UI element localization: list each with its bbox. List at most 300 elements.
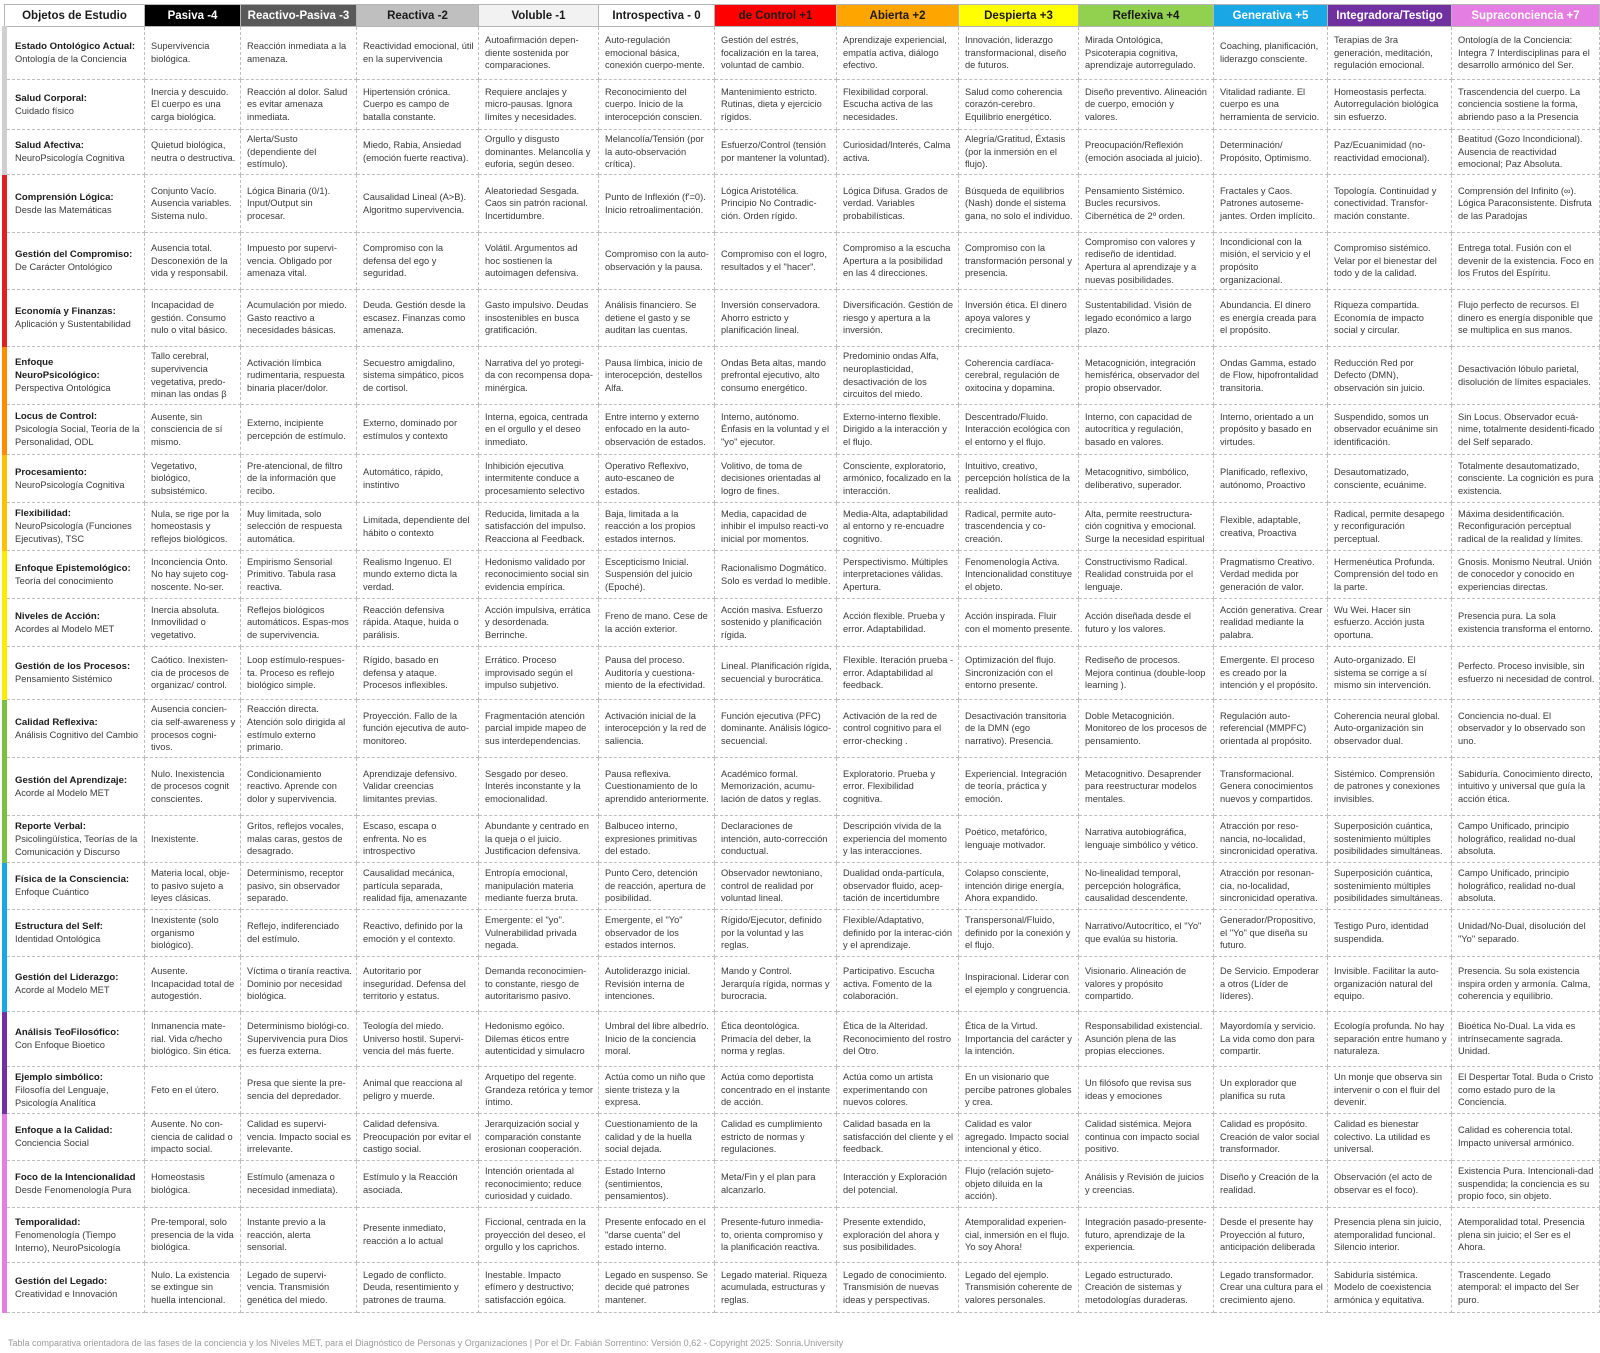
table-cell: Orgullo y disgusto dominantes. Melancolía y euforia, según deseo. [479,130,599,175]
table-cell: Narrativo/Autocrítico, el "Yo" que evalúa su historia. [1079,910,1214,957]
table-cell: Alerta/Susto (dependiente del estímulo). [241,130,357,175]
table-cell: Radical, permite auto-trascendencia y co-creación. [959,503,1079,551]
table-cell: Vegetativo, biológico, subsistémico. [145,455,241,503]
table-cell: Reducción Red por Defecto (DMN), observación sin juicio. [1328,347,1452,405]
table-cell: Ética de la Alteridad. Reconocimiento del rostro del Otro. [837,1012,959,1067]
column-header: Supraconciencia +7 [1452,5,1600,27]
table-cell: Un monje que observa sin intervenir o con el fluir del devenir. [1328,1067,1452,1114]
table-cell: Atemporalidad experien-cial, inmersión en el flujo. Yo soy Ahora! [959,1208,1079,1263]
table-cell: Loop estímulo-respues-ta. Proceso es reflejo biológico simple. [241,647,357,700]
table-cell: Análisis y Revisión de juicios y creencias. [1079,1161,1214,1208]
row-title: Gestión del Liderazgo: [15,972,119,984]
table-cell: Innovación, liderazgo transformacional, diseño de futuros. [959,27,1079,80]
table-cell: Ética de la Virtud. Importancia del carácter y la intención. [959,1012,1079,1067]
table-row [5,233,1600,290]
table-cell: Atracción por resonan-cia, no-localidad, sincronicidad operativa. [1214,863,1328,910]
table-cell: Tallo cerebral, supervivencia vegetativa, predo-minan las ondas β [145,347,241,405]
table-cell: Volátil. Argumentos ad hoc sostienen la autoimagen defensiva. [479,233,599,290]
table-cell: Mando y Control. Jerarquía rígida, normas y burocracia. [715,957,837,1012]
table-cell: Escepticismo Inicial. Suspensión del juicio (Epoché). [599,551,715,599]
table-cell: Abundante y centrado en la queja o el juicio. Justificacion defensiva. [479,816,599,863]
table-cell: Visionario. Alineación de valores y propósito compartido. [1079,957,1214,1012]
table-cell: Terapias de 3ra generación, meditación, regulación emocional. [1328,27,1452,80]
table-cell: Mayordomía y servicio. La vida como don para compartir. [1214,1012,1328,1067]
table-cell: Reactividad emocional, útil en la supervivencia [357,27,479,80]
table-cell: Media-Alta, adaptabilidad al entorno y re-encuadre cognitivo. [837,503,959,551]
table-cell: Lógica Binaria (0/1). Input/Output sin procesar. [241,175,357,233]
column-header: Objetos de Estudio [5,5,145,27]
table-cell: Desactivación lóbulo parietal, disolución de límites espaciales. [1452,347,1600,405]
table-cell: Proyección. Fallo de la función ejecutiva de auto-monitoreo. [357,700,479,758]
table-cell: Actúa como deportista concentrado en el instante de acción. [715,1067,837,1114]
table-cell: Lógica Aristotélica. Principio No Contradic-ción. Orden rígido. [715,175,837,233]
table-cell: Calidad es bienestar colectivo. La utilidad es universal. [1328,1114,1452,1161]
table-cell: Flexible, adaptable, creativa, Proactiva [1214,503,1328,551]
table-cell: Inexistente (solo organismo biológico). [145,910,241,957]
table-cell: Esfuerzo/Control (tensión por mantener la voluntad). [715,130,837,175]
table-cell: Descripción vívida de la experiencia del momento y las interacciones. [837,816,959,863]
table-cell: Radical, permite desapego y reconfiguración perceptual. [1328,503,1452,551]
row-heading [5,957,145,1012]
table-cell: Reactivo, definido por la emoción y el contexto. [357,910,479,957]
table-cell: Diversificación. Gestión de riesgo y apertura a la inversión. [837,290,959,347]
table-cell: Gasto impulsivo. Deudas insostenibles en busca gratificación. [479,290,599,347]
row-subtitle: Teoría del conocimiento [15,575,114,586]
table-cell: Compromiso con valores y rediseño de identidad. Apertura al aprendizaje y a nuevas posibilidades. [1079,233,1214,290]
table-cell: Determinismo, receptor pasivo, sin observador separado. [241,863,357,910]
table-cell: Incapacidad de gestión. Consumo nulo o vital básico. [145,290,241,347]
column-header: Introspectiva - 0 [599,5,715,27]
row-heading [5,1263,145,1313]
table-cell: Un explorador que planifica su ruta [1214,1067,1328,1114]
row-title: Calidad Reflexiva: [15,716,98,728]
table-cell: Presencia pura. La sola existencia transforma el entorno. [1452,599,1600,647]
table-cell: Acción diseñada desde el futuro y los valores. [1079,599,1214,647]
table-row [5,599,1600,647]
table-cell: Operativo Reflexivo, auto-escaneo de estados. [599,455,715,503]
table-cell: Homeostasis biológica. [145,1161,241,1208]
table-cell: Totalmente desautomatizado, consciente. La cognición es pura existencia. [1452,455,1600,503]
table-cell: Coaching, planificación, liderazgo consciente. [1214,27,1328,80]
table-cell: Topología. Continuidad y conectividad. Transfor-mación constante. [1328,175,1452,233]
column-header: Despierta +3 [959,5,1079,27]
table-cell: Observador newtoniano, control de realidad por voluntad lineal. [715,863,837,910]
table-cell: Sabiduría sistémica. Modelo de coexistencia armónica y equitativa. [1328,1263,1452,1313]
table-cell: Regulación auto-referencial (MMPFC) orientada al propósito. [1214,700,1328,758]
table-cell: Un filósofo que revisa sus ideas y emociones [1079,1067,1214,1114]
table-cell: Reacción al dolor. Salud es evitar amenaza inmediata. [241,80,357,130]
row-heading [5,863,145,910]
table-cell: Unidad/No-Dual, disolución del "Yo" separado. [1452,910,1600,957]
row-subtitle: Cuidado físico [15,105,74,116]
row-heading [5,551,145,599]
table-cell: Alegría/Gratitud, Éxtasis (por la inmersión en el flujo). [959,130,1079,175]
row-subtitle: De Carácter Ontológico [15,262,113,273]
table-cell: Función ejecutiva (PFC) dominante. Análisis lógico-secuencial. [715,700,837,758]
table-cell: Gnosis. Monismo Neutral. Unión de conocedor y conocido en experiencias directas. [1452,551,1600,599]
table-cell: Volitivo, de toma de decisiones orientadas al logro de fines. [715,455,837,503]
row-subtitle: Psicología Social, Teoría de la Personalidad, ODL [15,424,140,448]
table-cell: Inversión conservadora. Ahorro estricto y planificación lineal. [715,290,837,347]
table-cell: Calidad es valor agregado. Impacto social intencional y ético. [959,1114,1079,1161]
table-cell: Trascendencia del cuerpo. La conciencia sostiene la forma, abriendo paso a la Presencia [1452,80,1600,130]
table-cell: Legado en suspenso. Se decide qué patrones mantener. [599,1263,715,1313]
table-row [5,347,1600,405]
table-cell: Estímulo y la Reacción asociada. [357,1161,479,1208]
table-cell: Activación límbica rudimentaria, respuesta binaria placer/dolor. [241,347,357,405]
table-cell: Descentrado/Fluido. Interacción ecológica con el entorno y el flujo. [959,405,1079,455]
table-cell: Salud como coherencia corazón-cerebro. Equilibrio energético. [959,80,1079,130]
table-row [5,1012,1600,1067]
table-cell: Media, capacidad de inhibir el impulso reacti-vo inicial por momentos. [715,503,837,551]
table-cell: Pausa límbica, inicio de interocepción, destellos Alfa. [599,347,715,405]
row-subtitle: Filosofía del Lenguaje, Psicología Analítica [15,1084,109,1108]
table-cell: Presencia plena sin juicio, atemporalidad funcional. Silencio interior. [1328,1208,1452,1263]
table-cell: Externo, dominado por estímulos y contexto [357,405,479,455]
table-cell: Auto-organizado. El sistema se corrige a sí mismo sin intervención. [1328,647,1452,700]
column-header: Reactiva -2 [357,5,479,27]
table-cell: Presente inmediato, reacción a lo actual [357,1208,479,1263]
table-cell: Inhibición ejecutiva intermitente conduce a procesamiento selectivo [479,455,599,503]
table-cell: Pre-atencional, de filtro de la información que recibo. [241,455,357,503]
table-cell: Desde el presente hay Proyección al futuro, anticipación deliberada [1214,1208,1328,1263]
table-cell: Inercia y descuido. El cuerpo es una carga biológica. [145,80,241,130]
table-cell: Emergente, el "Yo" observador de los estados internos. [599,910,715,957]
table-cell: Ondas Beta altas, mando prefrontal ejecutivo, alto consumo energético. [715,347,837,405]
table-cell: Flujo (relación sujeto-objeto diluida en la acción). [959,1161,1079,1208]
table-cell: Miedo, Rabia, Ansiedad (emoción fuerte reactiva). [357,130,479,175]
row-title: Análisis TeoFilosófico: [15,1027,120,1039]
row-title: Niveles de Acción: [15,610,100,622]
table-row [5,80,1600,130]
table-cell: Paz/Ecuanimidad (no-reactividad emocional). [1328,130,1452,175]
row-heading [5,758,145,816]
table-cell: Diseño preventivo. Alineación de cuerpo, emoción y valores. [1079,80,1214,130]
table-cell: Bioética No-Dual. La vida es intrínsecamente sagrada. Unidad. [1452,1012,1600,1067]
table-cell: Flexible/Adaptativo, definido por la interac-ción y el aprendizaje. [837,910,959,957]
row-heading [5,1161,145,1208]
table-cell: Legado de conocimiento. Transmisión de nuevas ideas y perspectivas. [837,1263,959,1313]
table-cell: Constructivismo Radical. Realidad construida por el lenguaje. [1079,551,1214,599]
table-cell: Intención orientada al reconocimiento; reduce curiosidad y cuidado. [479,1161,599,1208]
table-cell: Desautomatizado, consciente, ecuánime. [1328,455,1452,503]
table-cell: Auto-regulación emocional básica, conexión cuerpo-mente. [599,27,715,80]
table-cell: Estímulo (amenaza o necesidad inmediata). [241,1161,357,1208]
table-cell: Calidad es propósito. Creación de valor social transformador. [1214,1114,1328,1161]
column-header: Abierta +2 [837,5,959,27]
table-cell: Inmanencia mate-rial. Vida c/hecho biológico. Sin ética. [145,1012,241,1067]
table-cell: Realismo Ingenuo. El mundo externo dicta la verdad. [357,551,479,599]
table-cell: Reacción defensiva rápida. Ataque, huida o parálisis. [357,599,479,647]
table-cell: Freno de mano. Cese de la acción exterior. [599,599,715,647]
table-cell: Coherencia cardíaca-cerebral, regulación de oxitocina y dopamina. [959,347,1079,405]
table-cell: Acción impulsiva, errática y desordenada. Berrinche. [479,599,599,647]
table-cell: En un visionario que percibe patrones globales y crea. [959,1067,1079,1114]
row-heading [5,80,145,130]
row-heading [5,816,145,863]
table-cell: Comprensión del Infinito (∞). Lógica Paraconsistente. Disfruta de las Paradojas [1452,175,1600,233]
row-subtitle: Fenomenología (Tiempo Interno), NeuroPsicología [15,1229,121,1253]
table-cell: Reacción directa. Atención solo dirigida al estímulo externo primario. [241,700,357,758]
table-cell: Análisis financiero. Se detiene el gasto y se auditan las cuentas. [599,290,715,347]
table-cell: Exploratorio. Prueba y error. Flexibilidad cognitiva. [837,758,959,816]
table-row [5,1263,1600,1313]
table-cell: Compromiso con la transformación personal y presencia. [959,233,1079,290]
table-cell: Lineal. Planificación rígida, secuencial y burocrática. [715,647,837,700]
table-cell: Mirada Ontológica, Psicoterapia cognitiva, aprendizaje autorregulado. [1079,27,1214,80]
table-cell: Ausente, sin consciencia de sí mismo. [145,405,241,455]
table-cell: Predominio ondas Alfa, neuroplasticidad, desactivación de los circuitos del miedo. [837,347,959,405]
table-cell: Pausa reflexiva. Cuestionamiento de lo aprendido anteriormente. [599,758,715,816]
table-cell: Interna, egoica, centrada en el orgullo y el deseo inmediato. [479,405,599,455]
table-cell: Escaso, escapa o enfrenta. No es introspectivo [357,816,479,863]
table-cell: Generador/Propositivo, el "Yo" que diseña su futuro. [1214,910,1328,957]
table-cell: Causalidad Lineal (A>B). Algoritmo supervivencia. [357,175,479,233]
table-cell: Externo, incipiente percepción de estímulo. [241,405,357,455]
table-cell: Calidad es supervi-vencia. Impacto social es irrelevante. [241,1114,357,1161]
table-cell: Aprendizaje defensivo. Validar creencias limitantes previas. [357,758,479,816]
table-cell: Metacognición, integración hemisférica, observador del propio observador. [1079,347,1214,405]
table-cell: Riqueza compartida. Economía de impacto social y circular. [1328,290,1452,347]
table-cell: Entropía emocional, manipulación materia mediante fuerza bruta. [479,863,599,910]
table-cell: Deuda. Gestión desde la escasez. Finanzas como amenaza. [357,290,479,347]
row-heading [5,405,145,455]
table-cell: Presente enfocado en el "darse cuenta" del estado interno. [599,1208,715,1263]
table-cell: Nulo. La existencia se extingue sin huella intencional. [145,1263,241,1313]
row-subtitle: Acordes al Modelo MET [15,623,115,634]
table-cell: Presente-futuro inmedia-to, orienta compromiso y la planificación reactiva. [715,1208,837,1263]
table-cell: Acción flexible. Prueba y error. Adaptabilidad. [837,599,959,647]
table-cell: Animal que reacciona al peligro y muerde. [357,1067,479,1114]
row-title: Gestión de los Procesos: [15,661,131,673]
table-cell: Hedonismo egóico. Dilemas éticos entre autenticidad y simulacro [479,1012,599,1067]
table-cell: Instante previo a la reacción, alerta sensorial. [241,1208,357,1263]
table-cell: Pre-temporal, solo presencia de la vida biológica. [145,1208,241,1263]
table-cell: Hipertensión crónica. Cuerpo es campo de batalla constante. [357,80,479,130]
row-heading [5,233,145,290]
table-cell: Beatitud (Gozo Incondicional). Ausencia de reactividad emocional; Paz Absoluta. [1452,130,1600,175]
table-cell: Umbral del libre albedrío. Inicio de la conciencia moral. [599,1012,715,1067]
table-cell: Legado estructurado. Creación de sistemas y metodologías duraderas. [1079,1263,1214,1313]
table-cell: Inestable. Impacto efímero y destructivo; satisfacción egóica. [479,1263,599,1313]
table-cell: Autoliderazgo inicial. Revisión interna de intenciones. [599,957,715,1012]
table-cell: Ontología de la Conciencia: Integra 7 Interdisciplinas para el desarrollo armónico del Ser. [1452,27,1600,80]
column-header: Reactivo-Pasiva -3 [241,5,357,27]
table-row [5,130,1600,175]
table-cell: Ecología profunda. No hay separación entre humano y naturaleza. [1328,1012,1452,1067]
table-row [5,405,1600,455]
table-cell: Balbuceo interno, expresiones primitivas del estado. [599,816,715,863]
row-title: Locus de Control: [15,411,98,423]
table-cell: Emergente. El proceso es creado por la intención y el propósito. [1214,647,1328,700]
table-cell: Demanda reconocimien-to constante, riesgo de autoritarismo pasivo. [479,957,599,1012]
row-title: Gestión del Compromiso: [15,249,133,261]
row-subtitle: Acorde al Modelo MET [15,985,110,996]
table-cell: Meta/Fin y el plan para alcanzarlo. [715,1161,837,1208]
table-cell: Interno, orientado a un propósito y basado en virtudes. [1214,405,1328,455]
table-cell: Observación (el acto de observar es el foco). [1328,1161,1452,1208]
table-cell: Coherencia neural global. Auto-organización sin observador dual. [1328,700,1452,758]
table-cell: Inversión ética. El dinero apoya valores y crecimiento. [959,290,1079,347]
table-row [5,503,1600,551]
table-cell: El Despertar Total. Buda o Cristo como estado puro de la Conciencia. [1452,1067,1600,1114]
table-cell: Entrega total. Fusión con el devenir de la existencia. Foco en los Frutos del Espíritu. [1452,233,1600,290]
table-cell: Reflejos biológicos automáticos. Espas-mos de supervivencia. [241,599,357,647]
table-cell: Conciencia no-dual. El observador y lo observado son uno. [1452,700,1600,758]
row-heading [5,27,145,80]
row-subtitle: Enfoque Cuántico [15,887,89,898]
row-heading [5,1208,145,1263]
table-cell: Condicionamiento reactivo. Aprende con dolor y supervivencia. [241,758,357,816]
table-cell: Externo-interno flexible. Dirigido a la interacción y el flujo. [837,405,959,455]
table-cell: Preocupación/Reflexión (emoción asociada al juicio). [1079,130,1214,175]
table-cell: Activación inicial de la interocepción y la red de saliencia. [599,700,715,758]
table-cell: Punto de Inflexión (f'=0). Inicio retroalimentación. [599,175,715,233]
row-title: Flexibilidad: [15,508,71,520]
table-cell: Acción inspirada. Fluir con el momento presente. [959,599,1079,647]
row-title: Ejemplo simbólico: [15,1071,103,1083]
table-cell: Incondicional con la misión, el servicio y el propósito organizacional. [1214,233,1328,290]
table-cell: Inexistente. [145,816,241,863]
row-subtitle: NeuroPsicología Cognitiva [15,479,125,490]
table-cell: Víctima o tiranía reactiva. Dominio por necesidad biológica. [241,957,357,1012]
row-subtitle: Desde Fenomenología Pura [15,1185,132,1196]
table-cell: Trascendente. Legado atemporal: el impacto del Ser puro. [1452,1263,1600,1313]
table-cell: Suspendido, somos un observador ecuánime sin identificación. [1328,405,1452,455]
table-cell: Pensamiento Sistémico. Bucles recursivos. Cibernética de 2º orden. [1079,175,1214,233]
table-cell: Reacción inmediata a la amenaza. [241,27,357,80]
row-heading [5,347,145,405]
table-row [5,700,1600,758]
row-title: Enfoque NeuroPsicológico: [15,357,100,382]
table-cell: Transformacional. Genera conocimientos nuevos y compartidos. [1214,758,1328,816]
table-cell: Legado del ejemplo. Transmisión coherente de valores personales. [959,1263,1079,1313]
table-cell: Acción generativa. Crear realidad mediante la palabra. [1214,599,1328,647]
table-cell: Atemporalidad total. Presencia plena sin juicio; el Ser es el Ahora. [1452,1208,1600,1263]
table-row [5,175,1600,233]
table-cell: Calidad sistémica. Mejora continua con impacto social positivo. [1079,1114,1214,1161]
table-cell: Wu Wei. Hacer sin esfuerzo. Acción justa oportuna. [1328,599,1452,647]
row-subtitle: Desde las Matemáticas [15,204,112,215]
row-title: Salud Corporal: [15,92,87,104]
table-cell: Nula, se rige por la homeostasis y reflejos biológicos. [145,503,241,551]
table-cell: Interno, autónomo. Énfasis en la voluntad y el "yo" ejecutor. [715,405,837,455]
table-cell: Narrativa del yo protegi-da con recompensa dopa-minérgica. [479,347,599,405]
row-subtitle: Creatividad e Innovación [15,1288,118,1299]
table-cell: Abundancia. El dinero es energía creada para el propósito. [1214,290,1328,347]
table-row [5,1208,1600,1263]
table-cell: Ausente. Incapacidad total de autogestión. [145,957,241,1012]
table-cell: Feto en el útero. [145,1067,241,1114]
column-header: Generativa +5 [1214,5,1328,27]
row-subtitle: Perspectiva Ontológica [15,383,111,394]
column-header: Voluble -1 [479,5,599,27]
row-title: Foco de la Intencionalidad [15,1172,136,1184]
row-title: Enfoque a la Calidad: [15,1125,113,1137]
table-cell: Conjunto Vacío. Ausencia variables. Sistema nulo. [145,175,241,233]
table-cell: Máxima desidentificación. Reconfiguración perceptual radical de la realidad y límites. [1452,503,1600,551]
table-row [5,758,1600,816]
table-cell: Dualidad onda-partícula, observador fluido, acep-tación de incertidumbre [837,863,959,910]
table-cell: Actúa como un niño que siente tristeza y la expresa. [599,1067,715,1114]
table-cell: Académico formal. Memorización, acumu-lación de datos y reglas. [715,758,837,816]
table-cell: Sistémico. Comprensión de patrones y conexiones invisibles. [1328,758,1452,816]
table-cell: Consciente, exploratorio, armónico, focalizado en la interacción. [837,455,959,503]
table-cell: Interacción y Exploración del potencial. [837,1161,959,1208]
table-cell: Calidad es cumplimiento estricto de normas y regulaciones. [715,1114,837,1161]
row-subtitle: Psicolingüística, Teorías de la Comunicación y Discurso [15,833,138,857]
row-heading [5,700,145,758]
column-header: Integradora/Testigo [1328,5,1452,27]
table-cell: Optimización del flujo. Sincronización con el entorno presente. [959,647,1079,700]
table-cell: Autoafirmación depen-diente sostenida por comparaciones. [479,27,599,80]
row-title: Estructura del Self: [15,921,103,933]
table-cell: Vitalidad radiante. El cuerpo es una herramienta de servicio. [1214,80,1328,130]
row-title: Economía y Finanzas: [15,306,116,318]
table-cell: Mantenimiento estricto. Rutinas, dieta y ejercicio rígidos. [715,80,837,130]
table-row [5,290,1600,347]
table-cell: Compromiso con la auto-observación y la pausa. [599,233,715,290]
table-cell: Legado material. Riqueza acumulada, estructuras y reglas. [715,1263,837,1313]
row-heading [5,175,145,233]
table-cell: Reflejo, indiferenciado del estímulo. [241,910,357,957]
table-cell: Hedonismo validado por reconocimiento social sin evidencia empírica. [479,551,599,599]
table-cell: Estado Interno (sentimientos, pensamientos). [599,1161,715,1208]
table-cell: Entre interno y externo enfocado en la auto-observación de estados. [599,405,715,455]
table-cell: Metacognitivo. Desaprender para reestructurar modelos mentales. [1079,758,1214,816]
table-cell: Desactivación transitoria de la DMN (ego narrativo). Presencia. [959,700,1079,758]
row-heading [5,130,145,175]
row-title: Gestión del Aprendizaje: [15,774,128,786]
table-cell: Jerarquización social y comparación constante erosionan cooperación. [479,1114,599,1161]
row-heading [5,910,145,957]
table-cell: Compromiso con el logro, resultados y el "hacer". [715,233,837,290]
table-cell: Aprendizaje experiencial, empatía activa, diálogo efectivo. [837,27,959,80]
table-cell: Limitada, dependiente del hábito o contexto [357,503,479,551]
row-heading [5,599,145,647]
table-cell: Acción masiva. Esfuerzo sostenido y planificación rígida. [715,599,837,647]
table-cell: Sesgado por deseo. Interés inconstante y la emocionalidad. [479,758,599,816]
table-cell: Sin Locus. Observador ecuá-nime, totalmente desidenti-ficado del Self separado. [1452,405,1600,455]
column-header: Pasiva -4 [145,5,241,27]
row-heading [5,503,145,551]
table-cell: Racionalismo Dogmático. Solo es verdad lo medible. [715,551,837,599]
table-cell: Secuestro amigdalino, sistema simpático, picos de cortisol. [357,347,479,405]
table-cell: Homeostasis perfecta. Autorregulación biológica sin esfuerzo. [1328,80,1452,130]
row-title: Enfoque Epistemológico: [15,562,131,574]
table-cell: Responsabilidad existencial. Asunción plena de las propias elecciones. [1079,1012,1214,1067]
table-cell: Curiosidad/Interés, Calma activa. [837,130,959,175]
table-cell: Sustentabilidad. Visión de legado económico a largo plazo. [1079,290,1214,347]
table-cell: Planificado, reflexivo, autónomo, Proactivo [1214,455,1328,503]
table-cell: Superposición cuántica, sostenimiento múltiples posibilidades simultáneas. [1328,863,1452,910]
table-row [5,910,1600,957]
table-row [5,1161,1600,1208]
table-row [5,816,1600,863]
table-cell: Flujo perfecto de recursos. El dinero es energía disponible que se multiplica en sus manos. [1452,290,1600,347]
table-cell: Alta, permite reestructura-ción cognitiva y emocional. Surge la necesidad espiritual [1079,503,1214,551]
table-cell: Declaraciones de intención, auto-corrección conductual. [715,816,837,863]
row-title: Reporte Verbal: [15,820,86,832]
table-cell: Búsqueda de equilibrios (Nash) donde el sistema gana, no solo el individuo. [959,175,1079,233]
table-cell: Rígido/Ejecutor, definido por la voluntad y las reglas. [715,910,837,957]
table-cell: Existencia Pura. Intencionali-dad suspendida; la conciencia es su propio foco, sin objeto. [1452,1161,1600,1208]
row-heading [5,455,145,503]
table-cell: Pausa del proceso. Auditoría y cuestiona-miento de la efectividad. [599,647,715,700]
table-row [5,551,1600,599]
table-cell: Interno, con capacidad de autocrítica y regulación, basado en valores. [1079,405,1214,455]
table-cell: Determinación/ Propósito, Optimismo. [1214,130,1328,175]
